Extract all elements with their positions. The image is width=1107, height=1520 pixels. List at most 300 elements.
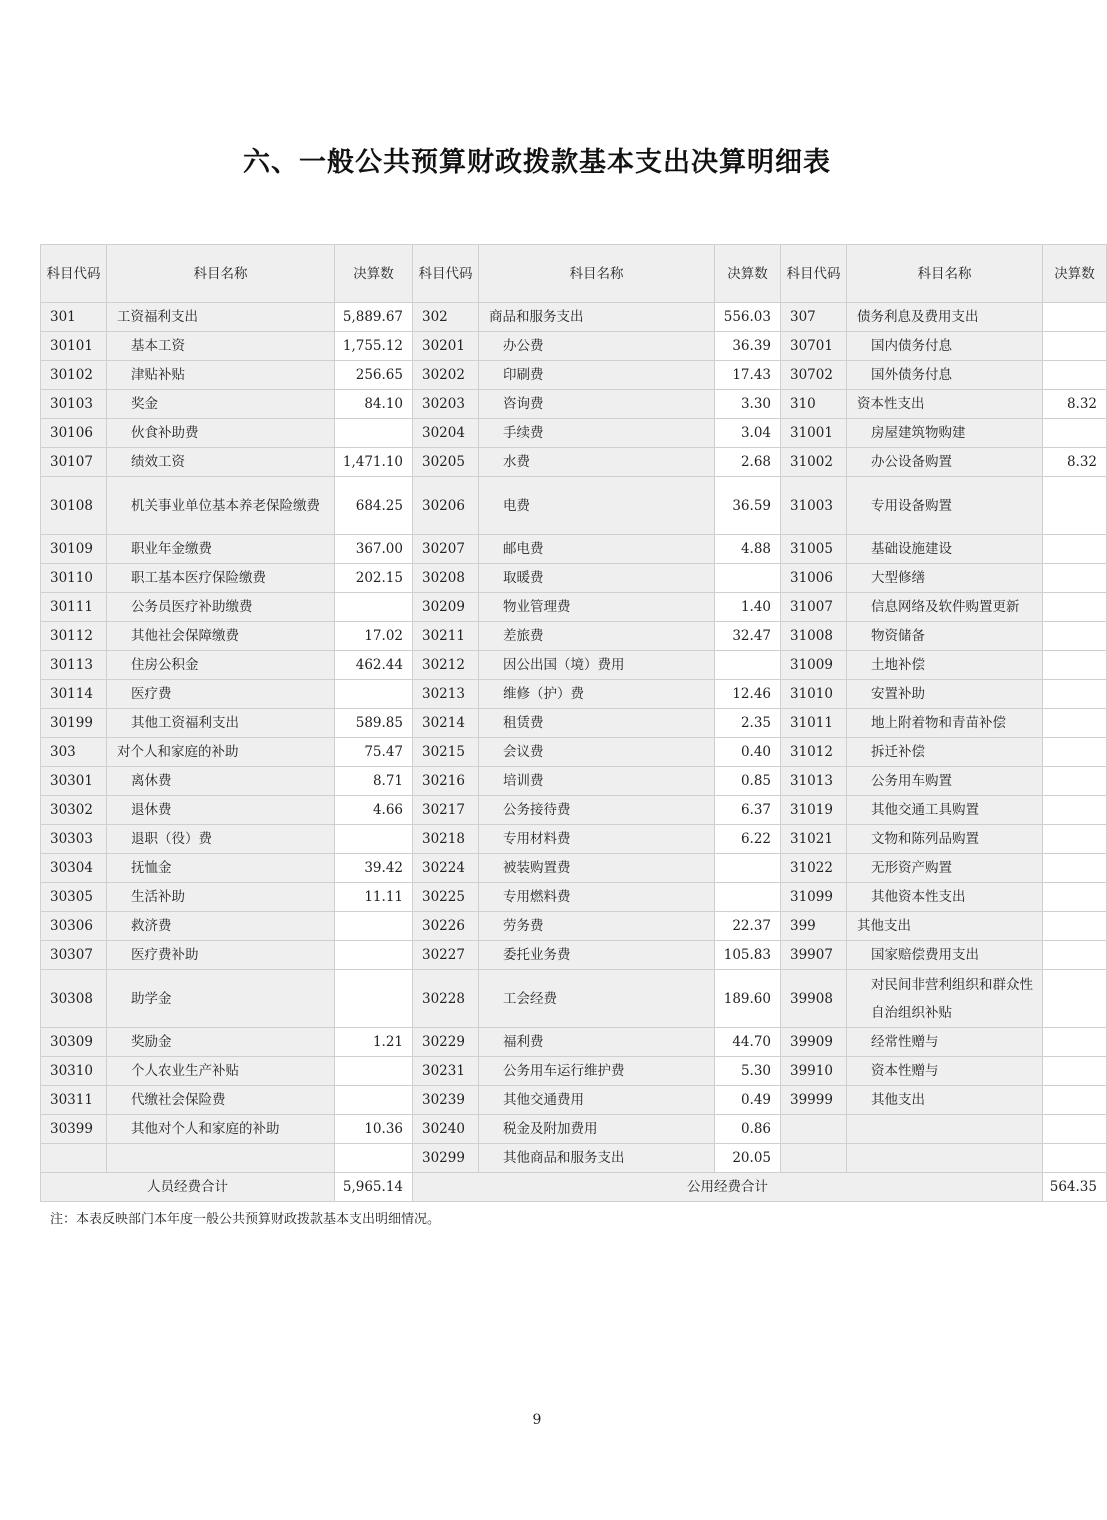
subject-code	[781, 1115, 847, 1144]
subject-code: 30309	[41, 1028, 107, 1057]
subject-code: 30240	[413, 1115, 479, 1144]
settlement-amount	[1043, 767, 1107, 796]
settlement-amount	[335, 1144, 413, 1173]
subject-name: 职工基本医疗保险缴费	[107, 564, 335, 593]
table-row	[41, 883, 1107, 912]
subject-code: 30215	[413, 738, 479, 767]
settlement-amount	[1043, 419, 1107, 448]
subject-name: 津贴补贴	[107, 361, 335, 390]
settlement-amount	[335, 941, 413, 970]
settlement-amount: 3.30	[715, 390, 781, 419]
subject-name: 手续费	[479, 419, 715, 448]
table-row	[41, 390, 1107, 419]
subject-code: 30205	[413, 448, 479, 477]
subject-name: 差旅费	[479, 622, 715, 651]
table-row	[41, 622, 1107, 651]
subject-code: 31002	[781, 448, 847, 477]
subject-code: 31021	[781, 825, 847, 854]
settlement-amount: 36.39	[715, 332, 781, 361]
subject-name	[847, 1115, 1043, 1144]
settlement-amount	[1043, 709, 1107, 738]
subject-name: 水费	[479, 448, 715, 477]
table-row	[41, 1144, 1107, 1173]
subject-name: 其他支出	[847, 912, 1043, 941]
settlement-amount	[335, 912, 413, 941]
settlement-amount	[1043, 622, 1107, 651]
table-row	[41, 767, 1107, 796]
subject-name: 印刷费	[479, 361, 715, 390]
subject-name: 国外债务付息	[847, 361, 1043, 390]
settlement-amount: 22.37	[715, 912, 781, 941]
settlement-amount: 4.88	[715, 535, 781, 564]
settlement-amount: 0.85	[715, 767, 781, 796]
table-row	[41, 709, 1107, 738]
subject-name: 资本性赠与	[847, 1057, 1043, 1086]
subject-name: 取暖费	[479, 564, 715, 593]
subject-name: 房屋建筑物购建	[847, 419, 1043, 448]
subject-code: 30211	[413, 622, 479, 651]
subject-name: 文物和陈列品购置	[847, 825, 1043, 854]
settlement-amount	[1043, 796, 1107, 825]
subject-code: 30114	[41, 680, 107, 709]
budget-table	[40, 244, 1107, 1202]
subject-code: 30217	[413, 796, 479, 825]
subject-name: 劳务费	[479, 912, 715, 941]
subject-name: 机关事业单位基本养老保险缴费	[107, 477, 335, 535]
subject-code: 30308	[41, 970, 107, 1028]
subject-code: 31009	[781, 651, 847, 680]
subject-code: 31011	[781, 709, 847, 738]
subject-name: 维修（护）费	[479, 680, 715, 709]
subject-name: 拆迁补偿	[847, 738, 1043, 767]
settlement-amount	[1043, 332, 1107, 361]
settlement-amount	[335, 1057, 413, 1086]
settlement-amount: 1.21	[335, 1028, 413, 1057]
subject-code: 30204	[413, 419, 479, 448]
table-row	[41, 419, 1107, 448]
subject-name: 国内债务付息	[847, 332, 1043, 361]
table-row	[41, 970, 1107, 1028]
settlement-amount: 1.40	[715, 593, 781, 622]
subject-name: 物业管理费	[479, 593, 715, 622]
settlement-amount: 0.40	[715, 738, 781, 767]
subject-name: 安置补助	[847, 680, 1043, 709]
subject-name: 抚恤金	[107, 854, 335, 883]
subject-code: 30108	[41, 477, 107, 535]
table-row	[41, 1086, 1107, 1115]
subject-name: 委托业务费	[479, 941, 715, 970]
subject-name: 住房公积金	[107, 651, 335, 680]
subject-name: 基本工资	[107, 332, 335, 361]
settlement-amount	[335, 825, 413, 854]
subject-code: 30302	[41, 796, 107, 825]
subject-code: 30227	[413, 941, 479, 970]
subject-code: 30212	[413, 651, 479, 680]
subject-name: 职业年金缴费	[107, 535, 335, 564]
settlement-amount: 589.85	[335, 709, 413, 738]
subject-name: 专用燃料费	[479, 883, 715, 912]
subject-code: 30303	[41, 825, 107, 854]
subject-code: 30229	[413, 1028, 479, 1057]
subject-name: 物资储备	[847, 622, 1043, 651]
subject-name: 其他支出	[847, 1086, 1043, 1115]
subject-code: 30305	[41, 883, 107, 912]
settlement-amount	[715, 651, 781, 680]
settlement-amount: 367.00	[335, 535, 413, 564]
settlement-amount: 462.44	[335, 651, 413, 680]
settlement-amount: 36.59	[715, 477, 781, 535]
subject-name: 医疗费	[107, 680, 335, 709]
subject-name: 其他交通工具购置	[847, 796, 1043, 825]
subject-code: 303	[41, 738, 107, 767]
subject-name: 税金及附加费用	[479, 1115, 715, 1144]
subject-code: 307	[781, 303, 847, 332]
subject-code: 39910	[781, 1057, 847, 1086]
table-row	[41, 825, 1107, 854]
settlement-amount: 189.60	[715, 970, 781, 1028]
table-row	[41, 1028, 1107, 1057]
subject-code: 30103	[41, 390, 107, 419]
subject-name: 基础设施建设	[847, 535, 1043, 564]
header-name: 科目名称	[107, 245, 335, 303]
subject-code: 399	[781, 912, 847, 941]
subject-code: 30311	[41, 1086, 107, 1115]
subject-code: 30304	[41, 854, 107, 883]
subject-code: 31099	[781, 883, 847, 912]
totals-row	[41, 1173, 1107, 1202]
settlement-amount: 6.37	[715, 796, 781, 825]
settlement-amount	[1043, 651, 1107, 680]
settlement-amount	[1043, 941, 1107, 970]
table-row	[41, 1115, 1107, 1144]
subject-name: 绩效工资	[107, 448, 335, 477]
table-note: 注：本表反映部门本年度一般公共预算财政拨款基本支出明细情况。	[50, 1212, 441, 1227]
subject-code: 30206	[413, 477, 479, 535]
settlement-amount: 5.30	[715, 1057, 781, 1086]
subject-code: 30102	[41, 361, 107, 390]
table-row	[41, 361, 1107, 390]
subject-name: 个人农业生产补贴	[107, 1057, 335, 1086]
subject-code: 30231	[413, 1057, 479, 1086]
subject-name: 对民间非营利组织和群众性自治组织补贴	[847, 970, 1043, 1028]
public-total-label: 公用经费合计	[413, 1173, 1043, 1202]
subject-code: 30216	[413, 767, 479, 796]
settlement-amount: 8.32	[1043, 448, 1107, 477]
subject-code: 310	[781, 390, 847, 419]
settlement-amount: 2.68	[715, 448, 781, 477]
settlement-amount	[1043, 477, 1107, 535]
subject-code: 30112	[41, 622, 107, 651]
settlement-amount	[1043, 303, 1107, 332]
subject-name: 公务接待费	[479, 796, 715, 825]
subject-code: 30702	[781, 361, 847, 390]
subject-name: 被装购置费	[479, 854, 715, 883]
header-name: 科目名称	[479, 245, 715, 303]
settlement-amount	[1043, 1086, 1107, 1115]
budget-body	[41, 303, 1107, 1173]
subject-code: 30109	[41, 535, 107, 564]
subject-code: 31013	[781, 767, 847, 796]
settlement-amount	[1043, 535, 1107, 564]
subject-code: 301	[41, 303, 107, 332]
settlement-amount	[335, 419, 413, 448]
subject-code: 30107	[41, 448, 107, 477]
public-total-value: 564.35	[1043, 1173, 1107, 1202]
subject-name: 大型修缮	[847, 564, 1043, 593]
subject-code: 31012	[781, 738, 847, 767]
table-row	[41, 941, 1107, 970]
subject-code: 39908	[781, 970, 847, 1028]
table-row	[41, 796, 1107, 825]
page-number: 9	[532, 1412, 542, 1428]
header-amount: 决算数	[1043, 245, 1107, 303]
subject-code: 30218	[413, 825, 479, 854]
subject-name: 其他对个人和家庭的补助	[107, 1115, 335, 1144]
subject-code: 31008	[781, 622, 847, 651]
settlement-amount: 8.32	[1043, 390, 1107, 419]
subject-code: 30299	[413, 1144, 479, 1173]
table-row	[41, 738, 1107, 767]
subject-name: 因公出国（境）费用	[479, 651, 715, 680]
subject-name: 工资福利支出	[107, 303, 335, 332]
settlement-amount	[1043, 970, 1107, 1028]
settlement-amount	[1043, 883, 1107, 912]
settlement-amount	[1043, 738, 1107, 767]
subject-code: 39999	[781, 1086, 847, 1115]
settlement-amount: 32.47	[715, 622, 781, 651]
header-code: 科目代码	[781, 245, 847, 303]
subject-code: 30399	[41, 1115, 107, 1144]
table-row	[41, 680, 1107, 709]
subject-name: 伙食补助费	[107, 419, 335, 448]
subject-code: 31003	[781, 477, 847, 535]
settlement-amount: 556.03	[715, 303, 781, 332]
subject-name: 培训费	[479, 767, 715, 796]
table-row	[41, 303, 1107, 332]
settlement-amount	[715, 564, 781, 593]
table-row	[41, 593, 1107, 622]
subject-code: 30101	[41, 332, 107, 361]
subject-code: 30214	[413, 709, 479, 738]
settlement-amount: 1,755.12	[335, 332, 413, 361]
subject-name	[107, 1144, 335, 1173]
settlement-amount	[335, 970, 413, 1028]
subject-name: 公务用车购置	[847, 767, 1043, 796]
subject-code: 30203	[413, 390, 479, 419]
settlement-amount: 39.42	[335, 854, 413, 883]
subject-name: 债务利息及费用支出	[847, 303, 1043, 332]
settlement-amount: 10.36	[335, 1115, 413, 1144]
subject-code: 30228	[413, 970, 479, 1028]
subject-name: 土地补偿	[847, 651, 1043, 680]
table-row	[41, 535, 1107, 564]
subject-code: 39909	[781, 1028, 847, 1057]
settlement-amount	[1043, 854, 1107, 883]
header-amount: 决算数	[715, 245, 781, 303]
subject-name: 邮电费	[479, 535, 715, 564]
settlement-amount: 5,889.67	[335, 303, 413, 332]
settlement-amount	[1043, 912, 1107, 941]
settlement-amount	[335, 1086, 413, 1115]
subject-code: 30113	[41, 651, 107, 680]
settlement-amount: 8.71	[335, 767, 413, 796]
settlement-amount: 11.11	[335, 883, 413, 912]
subject-name: 代缴社会保险费	[107, 1086, 335, 1115]
header-code: 科目代码	[413, 245, 479, 303]
subject-name: 专用材料费	[479, 825, 715, 854]
subject-code: 302	[413, 303, 479, 332]
settlement-amount: 17.43	[715, 361, 781, 390]
settlement-amount: 2.35	[715, 709, 781, 738]
subject-code: 30226	[413, 912, 479, 941]
settlement-amount: 256.65	[335, 361, 413, 390]
page-title: 六、一般公共预算财政拨款基本支出决算明细表	[243, 147, 831, 178]
subject-code: 31005	[781, 535, 847, 564]
subject-code: 30111	[41, 593, 107, 622]
subject-name: 电费	[479, 477, 715, 535]
settlement-amount	[1043, 1057, 1107, 1086]
table-row	[41, 477, 1107, 535]
personnel-total-label: 人员经费合计	[41, 1173, 335, 1202]
subject-name: 工会经费	[479, 970, 715, 1028]
settlement-amount: 0.86	[715, 1115, 781, 1144]
subject-name: 会议费	[479, 738, 715, 767]
settlement-amount: 3.04	[715, 419, 781, 448]
settlement-amount: 12.46	[715, 680, 781, 709]
table-row	[41, 651, 1107, 680]
settlement-amount: 6.22	[715, 825, 781, 854]
header-name: 科目名称	[847, 245, 1043, 303]
subject-name: 国家赔偿费用支出	[847, 941, 1043, 970]
settlement-amount	[1043, 825, 1107, 854]
subject-name: 商品和服务支出	[479, 303, 715, 332]
settlement-amount	[1043, 1144, 1107, 1173]
subject-name: 其他工资福利支出	[107, 709, 335, 738]
subject-code: 30209	[413, 593, 479, 622]
settlement-amount: 0.49	[715, 1086, 781, 1115]
subject-code: 30225	[413, 883, 479, 912]
subject-name: 专用设备购置	[847, 477, 1043, 535]
subject-code: 30201	[413, 332, 479, 361]
settlement-amount	[335, 593, 413, 622]
settlement-amount: 17.02	[335, 622, 413, 651]
subject-name: 其他资本性支出	[847, 883, 1043, 912]
subject-code	[781, 1144, 847, 1173]
subject-name: 医疗费补助	[107, 941, 335, 970]
subject-name: 办公费	[479, 332, 715, 361]
subject-name: 奖金	[107, 390, 335, 419]
settlement-amount	[1043, 361, 1107, 390]
table-row	[41, 448, 1107, 477]
subject-name: 无形资产购置	[847, 854, 1043, 883]
table-row	[41, 332, 1107, 361]
subject-name: 救济费	[107, 912, 335, 941]
subject-name: 办公设备购置	[847, 448, 1043, 477]
subject-code: 30199	[41, 709, 107, 738]
subject-code: 30701	[781, 332, 847, 361]
subject-name: 其他商品和服务支出	[479, 1144, 715, 1173]
settlement-amount: 44.70	[715, 1028, 781, 1057]
subject-name: 资本性支出	[847, 390, 1043, 419]
subject-code: 30310	[41, 1057, 107, 1086]
subject-name: 离休费	[107, 767, 335, 796]
settlement-amount	[335, 680, 413, 709]
subject-name: 其他社会保障缴费	[107, 622, 335, 651]
subject-code: 30207	[413, 535, 479, 564]
subject-name	[847, 1144, 1043, 1173]
subject-name: 经常性赠与	[847, 1028, 1043, 1057]
subject-code: 30110	[41, 564, 107, 593]
settlement-amount	[715, 854, 781, 883]
settlement-amount	[1043, 1028, 1107, 1057]
subject-code	[41, 1144, 107, 1173]
settlement-amount: 75.47	[335, 738, 413, 767]
subject-name: 地上附着物和青苗补偿	[847, 709, 1043, 738]
subject-code: 39907	[781, 941, 847, 970]
settlement-amount	[715, 883, 781, 912]
subject-name: 其他交通费用	[479, 1086, 715, 1115]
subject-name: 租赁费	[479, 709, 715, 738]
header-amount: 决算数	[335, 245, 413, 303]
subject-code: 30208	[413, 564, 479, 593]
table-row	[41, 564, 1107, 593]
table-row	[41, 1057, 1107, 1086]
subject-code: 31022	[781, 854, 847, 883]
subject-name: 助学金	[107, 970, 335, 1028]
settlement-amount	[1043, 1115, 1107, 1144]
subject-name: 退职（役）费	[107, 825, 335, 854]
subject-code: 30202	[413, 361, 479, 390]
subject-name: 信息网络及软件购置更新	[847, 593, 1043, 622]
subject-code: 31001	[781, 419, 847, 448]
settlement-amount: 105.83	[715, 941, 781, 970]
personnel-total-value: 5,965.14	[335, 1173, 413, 1202]
subject-code: 31019	[781, 796, 847, 825]
settlement-amount: 202.15	[335, 564, 413, 593]
settlement-amount	[1043, 564, 1107, 593]
subject-code: 31007	[781, 593, 847, 622]
settlement-amount: 684.25	[335, 477, 413, 535]
table-row	[41, 912, 1107, 941]
settlement-amount: 1,471.10	[335, 448, 413, 477]
subject-name: 公务用车运行维护费	[479, 1057, 715, 1086]
subject-code: 30224	[413, 854, 479, 883]
subject-name: 咨询费	[479, 390, 715, 419]
header-code: 科目代码	[41, 245, 107, 303]
subject-code: 30239	[413, 1086, 479, 1115]
settlement-amount: 20.05	[715, 1144, 781, 1173]
settlement-amount	[1043, 680, 1107, 709]
subject-code: 30213	[413, 680, 479, 709]
subject-name: 奖励金	[107, 1028, 335, 1057]
settlement-amount: 84.10	[335, 390, 413, 419]
table-row	[41, 854, 1107, 883]
subject-name: 退休费	[107, 796, 335, 825]
subject-name: 对个人和家庭的补助	[107, 738, 335, 767]
subject-code: 31010	[781, 680, 847, 709]
settlement-amount: 4.66	[335, 796, 413, 825]
subject-name: 生活补助	[107, 883, 335, 912]
settlement-amount	[1043, 593, 1107, 622]
subject-code: 30106	[41, 419, 107, 448]
header-row	[41, 245, 1107, 303]
subject-name: 福利费	[479, 1028, 715, 1057]
subject-code: 30307	[41, 941, 107, 970]
subject-code: 31006	[781, 564, 847, 593]
subject-name: 公务员医疗补助缴费	[107, 593, 335, 622]
subject-code: 30301	[41, 767, 107, 796]
subject-code: 30306	[41, 912, 107, 941]
